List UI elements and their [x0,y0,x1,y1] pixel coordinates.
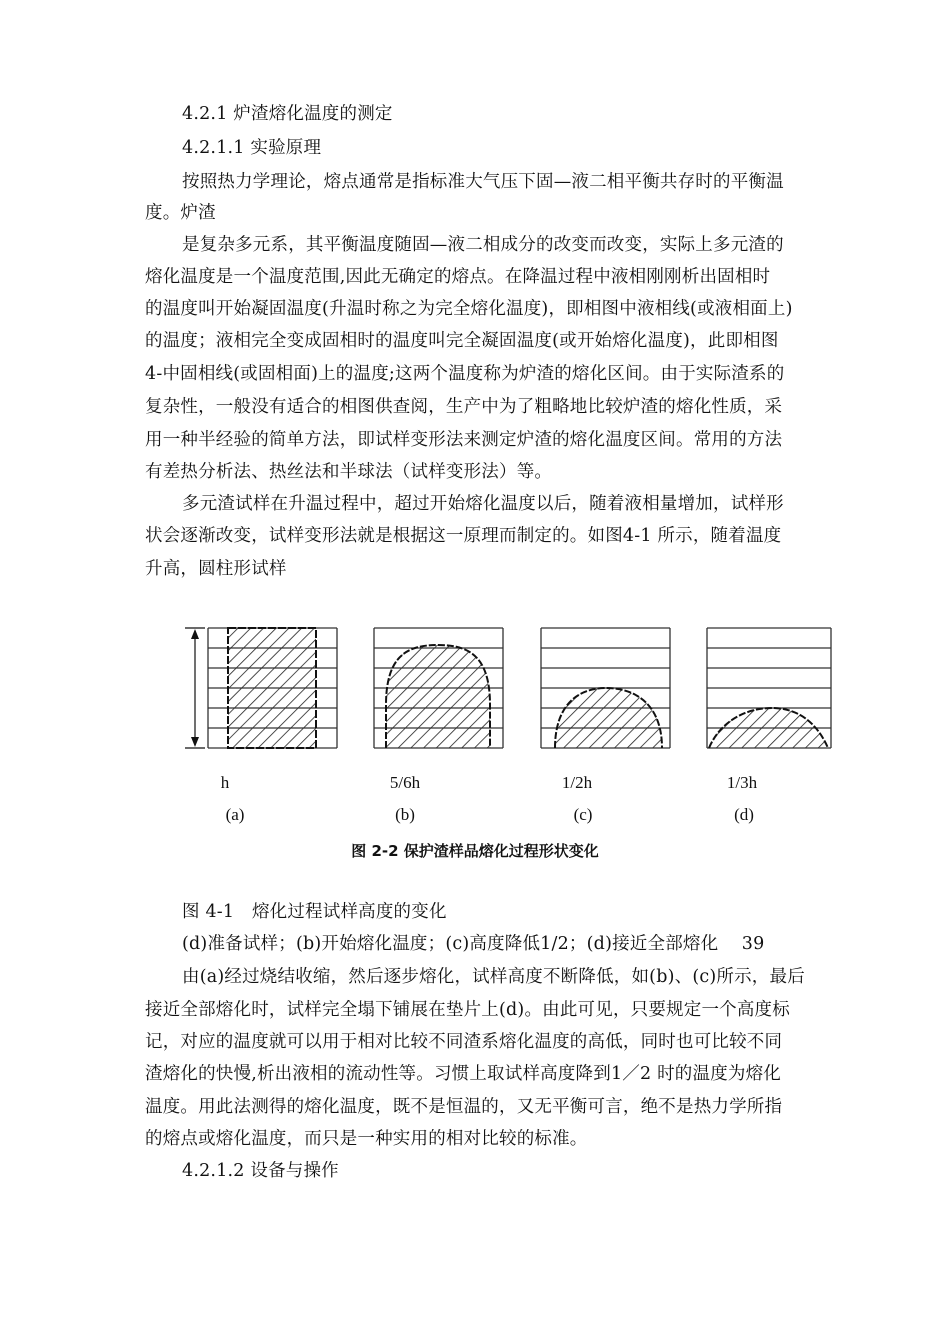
height-label-c: 1/2h [561,773,593,792]
paragraph-line: 熔化温度是一个温度范围,因此无确定的熔点。在降温过程中液相刚刚析出固相时 [145,267,771,287]
sample-panel-c [541,628,670,748]
panel-label-b: (b) [395,805,415,824]
paragraph-line: 的温度叫开始凝固温度(升温时称之为完全熔化温度)，即相图中液相线(或液相面上) [145,299,793,319]
section-heading-4-2-1-1: 4.2.1.1 实验原理 [182,138,322,158]
paragraph-line: 的温度；液相完全变成固相时的温度叫完全凝固温度(或开始熔化温度)，此即相图 [145,331,779,351]
figure-title: 图 4-1 熔化过程试样高度的变化 [182,902,447,922]
panel-label-a: (a) [225,805,245,824]
paragraph-line: 温度。用此法测得的熔化温度，既不是恒温的，又无平衡可言，绝不是热力学所指 [145,1097,783,1117]
height-label-b: 5/6h [389,773,421,792]
paragraph-line: 由(a)经过烧结收缩，然后逐步熔化，试样高度不断降低，如(b)、(c)所示，最后 [182,967,805,987]
paragraph-line: 有差热分析法、热丝法和半球法（试样变形法）等。 [145,462,553,482]
sample-panel-a [185,628,337,748]
paragraph-line: 状会逐渐改变，试样变形法就是根据这一原理而制定的。如图4-1 所示，随着温度 [145,526,782,546]
paragraph-line: 升高，圆柱形试样 [145,559,287,579]
sample-panel-d [707,628,831,748]
paragraph-line: 接近全部熔化时，试样完全塌下铺展在垫片上(d)。由此可见，只要规定一个高度标 [145,1000,790,1020]
panel-label-d: (d) [734,805,754,824]
paragraph-line: 按照热力学理论，熔点通常是指标准大气压下固—液二相平衡共存时的平衡温 [182,172,784,192]
section-heading-4-2-1: 4.2.1 炉渣熔化温度的测定 [182,104,393,124]
paragraph-line: 用一种半经验的简单方法，即试样变形法来测定炉渣的熔化温度区间。常用的方法 [145,430,783,450]
figure-note: (d)准备试样；(b)开始熔化温度；(c)高度降低1/2；(d)接近全部熔化 39 [182,934,765,954]
paragraph-line: 4-中固相线(或固相面)上的温度;这两个温度称为炉渣的熔化区间。由于实际渣系的 [145,364,785,384]
paragraph-line: 度。炉渣 [145,203,216,223]
paragraph-line: 多元渣试样在升温过程中，超过开始熔化温度以后，随着液相量增加，试样形 [182,494,784,514]
panel-label-c: (c) [573,805,593,824]
height-label-d: 1/3h [726,773,758,792]
paragraph-line: 的熔点或熔化温度，而只是一种实用的相对比较的标准。 [145,1129,588,1149]
paragraph-line: 复杂性，一般没有适合的相图供查阅，生产中为了粗略地比较炉渣的熔化性质，采 [145,397,783,417]
sample-panel-b [374,628,503,748]
paragraph-line: 渣熔化的快慢,析出液相的流动性等。习惯上取试样高度降到1／2 时的温度为熔化 [145,1064,781,1084]
figure-caption: 图 2-2 保护渣样品熔化过程形状变化 [351,842,599,860]
section-heading-4-2-1-2: 4.2.1.2 设备与操作 [182,1161,339,1181]
paragraph-line: 记，对应的温度就可以用于相对比较不同渣系熔化温度的高低，同时也可比较不同 [145,1032,783,1052]
height-label-a: h [220,773,230,792]
paragraph-line: 是复杂多元系，其平衡温度随固—液二相成分的改变而改变，实际上多元渣的 [182,235,784,255]
